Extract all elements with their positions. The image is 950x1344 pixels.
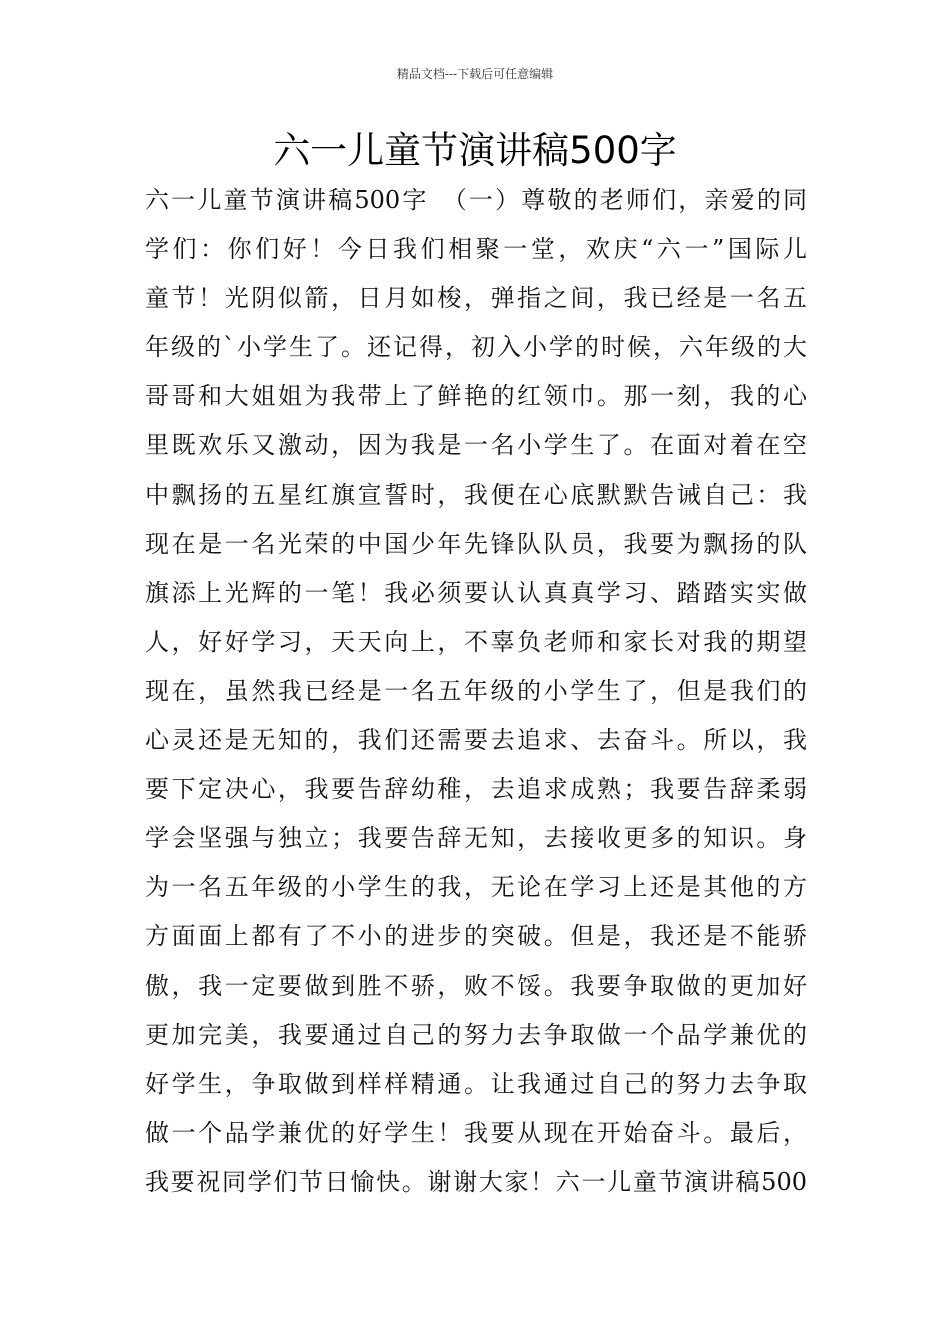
body-line: 哥哥和大姐姐为我带上了鲜艳的红领巾。那一刻，我的心: [145, 382, 807, 411]
body-line: 现在是一名光荣的中国少年先锋队队员，我要为飘扬的队: [145, 529, 807, 558]
body-line: 心灵还是无知的，我们还需要去追求、去奋斗。所以，我: [145, 726, 807, 755]
body-line: 我要祝同学们节日愉快。谢谢大家！六一儿童节演讲稿500: [145, 1167, 807, 1196]
body-line: 现在，虽然我已经是一名五年级的小学生了，但是我们的: [145, 676, 807, 705]
body-line: 童节！光阴似箭，日月如梭，弹指之间，我已经是一名五: [145, 284, 807, 313]
body-line: 为一名五年级的小学生的我，无论在学习上还是其他的方: [145, 873, 807, 902]
page-header: 精品文档---下载后可任意编辑: [396, 67, 554, 81]
body-line: 要下定决心，我要告辞幼稚，去追求成熟；我要告辞柔弱: [145, 775, 807, 804]
body-line: 旗添上光辉的一笔！我必须要认认真真学习、踏踏实实做: [145, 578, 807, 607]
body-line: 傲，我一定要做到胜不骄，败不馁。我要争取做的更加好: [145, 971, 807, 1000]
body-line: 六一儿童节演讲稿500字 （一）尊敬的老师们，亲爱的同: [145, 186, 807, 214]
body-line: 学们：你们好！今日我们相聚一堂，欢庆“六一”国际儿: [145, 235, 807, 264]
body-line: 好学生，争取做到样样精通。让我通过自己的努力去争取: [145, 1069, 807, 1098]
body-line: 年级的`小学生了。还记得，初入小学的时候，六年级的大: [145, 333, 807, 362]
body-line: 中飘扬的五星红旗宣誓时，我便在心底默默告诫自己：我: [145, 480, 807, 509]
document-body: [145, 176, 807, 1207]
body-line: 方面面上都有了不小的进步的突破。但是，我还是不能骄: [145, 922, 807, 951]
body-line: 里既欢乐又激动，因为我是一名小学生了。在面对着在空: [145, 431, 807, 460]
body-line: 做一个品学兼优的好学生！我要从现在开始奋斗。最后，: [145, 1118, 807, 1147]
body-line: 学会坚强与独立；我要告辞无知，去接收更多的知识。身: [145, 824, 807, 853]
body-line: 人，好好学习，天天向上，不辜负老师和家长对我的期望: [145, 627, 807, 656]
body-line: 更加完美，我要通过自己的努力去争取做一个品学兼优的: [145, 1020, 807, 1049]
document-title: 六一儿童节演讲稿500字: [273, 129, 677, 172]
